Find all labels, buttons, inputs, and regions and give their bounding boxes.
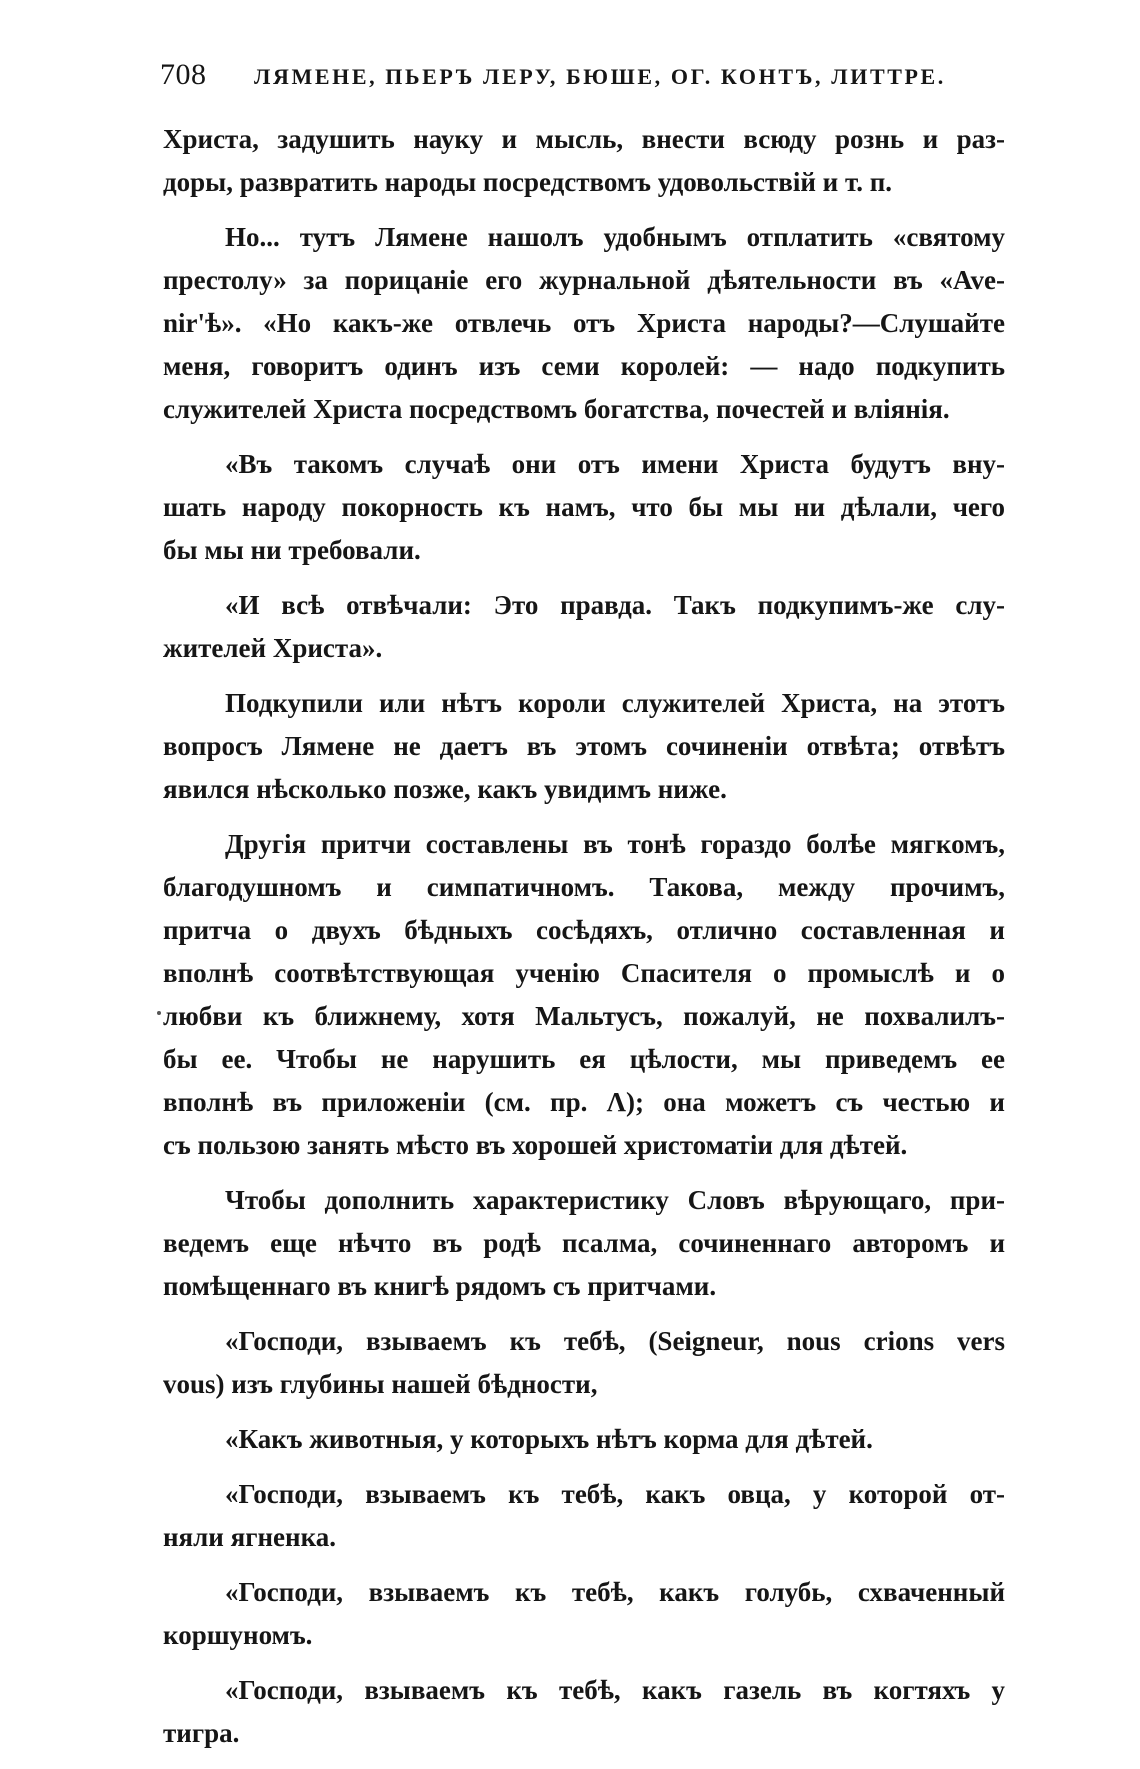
text-line: любви къ ближнему, хотя Мальтусъ, пожалуй, не похвалилъ- <box>163 1001 1005 1031</box>
text-line: съ пользою занять мѣсто въ хорошей христоматіи для дѣтей. <box>163 1130 908 1160</box>
text-line: помѣщеннаго въ книгѣ рядомъ съ притчами. <box>163 1271 717 1301</box>
text-line: меня, говоритъ одинъ изъ семи королей: — надо подкупить <box>163 351 1005 381</box>
text-line: ведемъ еще нѣчто въ родѣ псалма, сочиненнаго авторомъ и <box>163 1228 1005 1258</box>
text-line: вполнѣ въ приложеніи (см. пр. Λ); она можетъ съ честью и <box>163 1087 1005 1117</box>
text-line: «Какъ животныя, у которыхъ нѣтъ корма для дѣтей. <box>225 1424 873 1454</box>
text-line: жителей Христа». <box>163 633 383 663</box>
paragraph <box>163 443 1005 572</box>
paragraph <box>163 584 1005 670</box>
text-line: Но... тутъ Лямене нашолъ удобнымъ отплатить «святому <box>225 222 1005 252</box>
text-line: бы мы ни требовали. <box>163 535 421 565</box>
paragraph <box>163 1473 1005 1559</box>
text-line: «Господи, взываемъ къ тебѣ, какъ голубь, схваченный <box>225 1577 1005 1607</box>
text-line: «Господи, взываемъ къ тебѣ, какъ овца, у которой от- <box>225 1479 1005 1509</box>
text-line: nir'ѣ». «Но какъ-же отвлечь отъ Христа народы?—Слушайте <box>163 308 1005 338</box>
text-line: тигра. <box>163 1718 240 1748</box>
text-line: Другія притчи составлены въ тонѣ гораздо болѣе мягкомъ, <box>225 829 1005 859</box>
paragraph <box>163 823 1005 1167</box>
text-line: доры, развратить народы посредствомъ удовольствій и т. п. <box>163 167 892 197</box>
text-line: явился нѣсколько позже, какъ увидимъ ниже. <box>163 774 727 804</box>
text-line: «Въ такомъ случаѣ они отъ имени Христа будутъ вну- <box>225 449 1005 479</box>
paragraph <box>163 1571 1005 1657</box>
body-text <box>163 118 1005 1767</box>
running-title: ЛЯМЕНЕ, ПЬЕРЪ ЛЕРУ, БЮШЕ, ОГ. КОНТЪ, ЛИТТРЕ. <box>254 64 946 89</box>
page-number: 708 <box>160 58 207 91</box>
paragraph <box>163 118 1005 204</box>
paragraph <box>163 1179 1005 1308</box>
paragraph <box>163 1320 1005 1406</box>
text-line: Чтобы дополнить характеристику Словъ вѣрующаго, при- <box>225 1185 1005 1215</box>
paragraph <box>163 1669 1005 1755</box>
text-line: «Господи, взываемъ къ тебѣ, (Seigneur, nous crions vers <box>225 1326 1005 1356</box>
text-line: vous) изъ глубины нашей бѣдности, <box>163 1369 598 1399</box>
text-line: няли ягненка. <box>163 1522 336 1552</box>
text-line: Христа, задушить науку и мысль, внести всюду рознь и раз- <box>163 124 1005 154</box>
paragraph <box>163 682 1005 811</box>
text-line: «Господи, взываемъ къ тебѣ, какъ газель въ когтяхъ у <box>225 1675 1005 1705</box>
print-speck <box>157 1011 161 1015</box>
text-line: «И всѣ отвѣчали: Это правда. Такъ подкупимъ-же слу- <box>225 590 1005 620</box>
text-line: шать народу покорность къ намъ, что бы мы ни дѣлали, чего <box>163 492 1005 522</box>
text-line: Подкупили или нѣтъ короли служителей Христа, на этотъ <box>225 688 1005 718</box>
text-line: престолу» за порицаніе его журнальной дѣятельности въ «Ave- <box>163 265 1005 295</box>
text-line: притча о двухъ бѣдныхъ сосѣдяхъ, отлично составленная и <box>163 915 1005 945</box>
text-line: вполнѣ соотвѣтствующая ученію Спасителя о промыслѣ и о <box>163 958 1005 988</box>
text-line: коршуномъ. <box>163 1620 313 1650</box>
paragraph <box>163 216 1005 431</box>
paragraph <box>163 1418 1005 1461</box>
running-head <box>160 58 1000 98</box>
text-line: служителей Христа посредствомъ богатства, почестей и вліянія. <box>163 394 950 424</box>
text-line: вопросъ Лямене не даетъ въ этомъ сочиненіи отвѣта; отвѣтъ <box>163 731 1005 761</box>
text-line: бы ее. Чтобы не нарушить ея цѣлости, мы приведемъ ее <box>163 1044 1005 1074</box>
text-line: благодушномъ и симпатичномъ. Такова, между прочимъ, <box>163 872 1005 902</box>
